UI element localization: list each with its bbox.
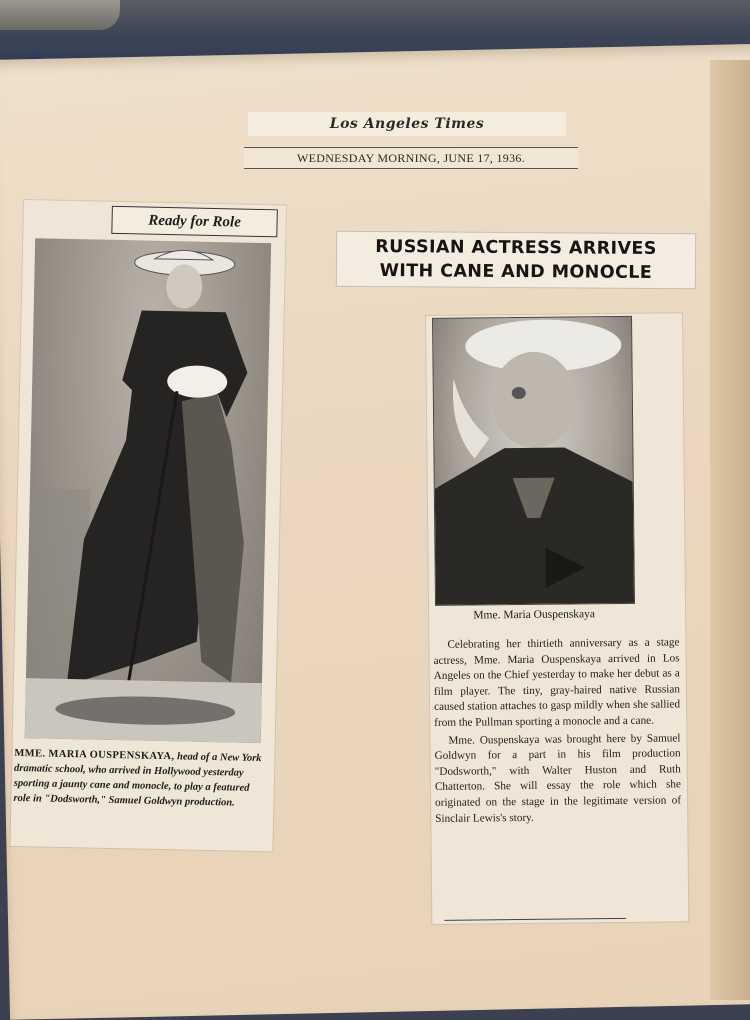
standing-woman-illustration (25, 238, 271, 743)
article-divider (444, 918, 626, 921)
left-clipping (10, 200, 285, 851)
caption-name: MME. MARIA OUSPENSKAYA, (14, 747, 175, 763)
newspaper-masthead: Los Angeles Times (248, 112, 566, 136)
background-object (0, 0, 120, 30)
left-photo-caption (13, 746, 266, 811)
article-body (433, 635, 681, 829)
article-headline (336, 231, 696, 290)
standing-woman-photo (25, 238, 271, 743)
right-clipping (426, 313, 688, 924)
clipping-title: Ready for Role (111, 206, 278, 237)
headline-line-2: WITH CANE AND MONOCLE (379, 261, 653, 283)
page-edge (710, 60, 750, 1000)
article-paragraph: Celebrating her thirtieth anniversary as a stage actress, Mme. Maria Ouspenskaya arrived in Los Angeles on the Chief yesterday to make her debut as a film player. The tiny, gray-haired native Russian caused station attaches to gasp mildly when she sallied from the Pullman sporting a monocle and a cane. (433, 636, 681, 729)
newspaper-dateline: WEDNESDAY MORNING, JUNE 17, 1936. (244, 147, 578, 169)
headline-line-1: RUSSIAN ACTRESS ARRIVES (375, 237, 657, 259)
caption-body: head of a New York dramatic school, who arrived in Hollywood yesterday sporting a jaunty cane and monocle, to play a featured role in "Dodsworth," Samuel Goldwyn production. (13, 751, 262, 809)
portrait-caption: Mme. Maria Ouspenskaya (473, 608, 596, 622)
portrait-photo (432, 316, 635, 606)
portrait-illustration (433, 317, 634, 605)
article-paragraph: Mme. Ouspenskaya was brought here by Samuel Goldwyn for a part in his film production "Dodsworth," with Walter Huston and Ruth Chatterton. She will essay the role which she originated on the stage in the legitimate version of Sinclair Lewis's story. (434, 731, 682, 825)
